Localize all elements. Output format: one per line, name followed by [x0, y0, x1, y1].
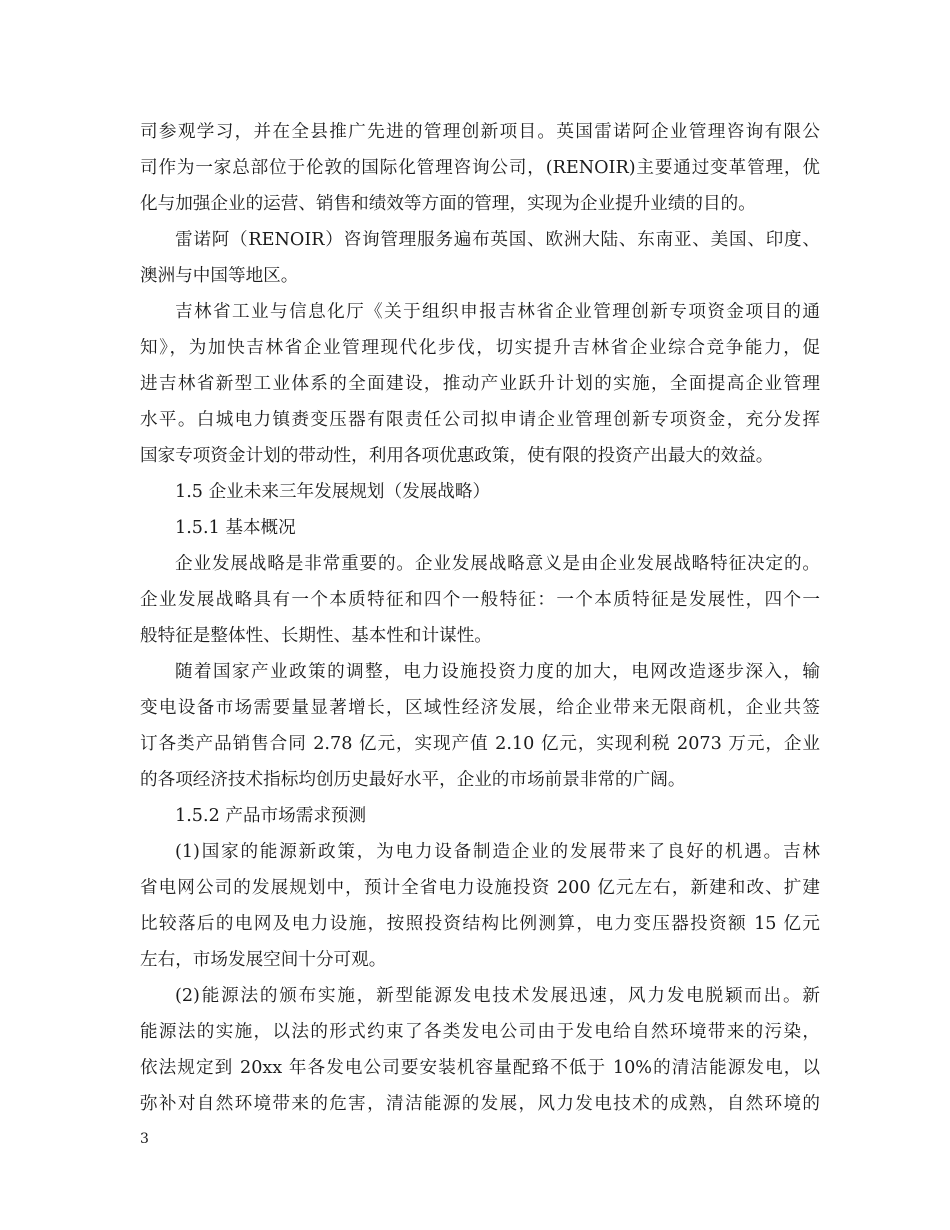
page-number: 3 [140, 1131, 149, 1147]
paragraph-line: 澳洲与中国等地区。 [140, 266, 299, 286]
paragraph-line: 比较落后的电网及电力设施，按照投资结构比例测算，电力变压器投资额 15 亿元 [140, 914, 820, 934]
paragraph-line: 雷诺阿（RENOIR）咨询管理服务遍布英国、欧洲大陆、东南亚、美国、印度、 [175, 230, 820, 250]
paragraph-line: 能源法的实施，以法的形式约束了各类发电公司由于发电给自然环境带来的污染， [140, 1022, 820, 1042]
paragraph-line: (1)国家的能源新政策，为电力设备制造企业的发展带来了良好的机遇。吉林 [175, 842, 820, 862]
paragraph-line: 的各项经济技术指标均创历史最好水平，企业的市场前景非常的广阔。 [140, 770, 686, 790]
paragraph-line: 弥补对自然环境带来的危害，清洁能源的发展，风力发电技术的成熟，自然环境的 [140, 1094, 820, 1114]
paragraph-line: 化与加强企业的运营、销售和绩效等方面的管理，实现为企业提升业绩的目的。 [140, 194, 756, 214]
paragraph-line: 订各类产品销售合同 2.78 亿元，实现产值 2.10 亿元，实现利税 2073 万元，企业 [140, 734, 820, 754]
paragraph-line: 进吉林省新型工业体系的全面建设，推动产业跃升计划的实施，全面提高企业管理 [140, 374, 820, 394]
subsection-heading: 1.5.2 产品市场需求预测 [175, 806, 367, 826]
paragraph-line: 国家专项资金计划的带动性，利用各项优惠政策，使有限的投资产出最大的效益。 [140, 446, 774, 466]
subsection-heading: 1.5.1 基本概况 [175, 518, 296, 538]
paragraph-line: 变电设备市场需要量显著增长，区域性经济发展，给企业带来无限商机，企业共签 [140, 698, 820, 718]
paragraph-line: 省电网公司的发展规划中，预计全省电力设施投资 200 亿元左右，新建和改、扩建 [140, 878, 820, 898]
paragraph-line: 企业发展战略具有一个本质特征和四个一般特征：一个本质特征是发展性，四个一 [140, 590, 820, 610]
paragraph-line: 左右，市场发展空间十分可观。 [140, 950, 387, 970]
paragraph-line: 司作为一家总部位于伦敦的国际化管理咨询公司，(RENOIR)主要通过变革管理，优 [140, 158, 820, 178]
section-heading: 1.5 企业未来三年发展规划（发展战略） [175, 482, 491, 502]
paragraph-line: 依法规定到 20xx 年各发电公司要安装机容量配臵不低于 10%的清洁能源发电，以 [140, 1058, 820, 1078]
paragraph-line: 吉林省工业与信息化厅《关于组织申报吉林省企业管理创新专项资金项目的通 [175, 302, 820, 322]
paragraph-line: (2)能源法的颁布实施，新型能源发电技术发展迅速，风力发电脱颖而出。新 [175, 986, 820, 1006]
paragraph-line: 随着国家产业政策的调整，电力设施投资力度的加大，电网改造逐步深入，输 [175, 662, 820, 682]
paragraph-line: 水平。白城电力镇赉变压器有限责任公司拟申请企业管理创新专项资金，充分发挥 [140, 410, 820, 430]
paragraph-line: 司参观学习，并在全县推广先进的管理创新项目。英国雷诺阿企业管理咨询有限公 [140, 122, 820, 142]
paragraph-line: 知》，为加快吉林省企业管理现代化步伐，切实提升吉林省企业综合竞争能力，促 [140, 338, 820, 358]
paragraph-line: 般特征是整体性、长期性、基本性和计谋性。 [140, 626, 492, 646]
paragraph-line: 企业发展战略是非常重要的。企业发展战略意义是由企业发展战略特征决定的。 [175, 554, 820, 574]
